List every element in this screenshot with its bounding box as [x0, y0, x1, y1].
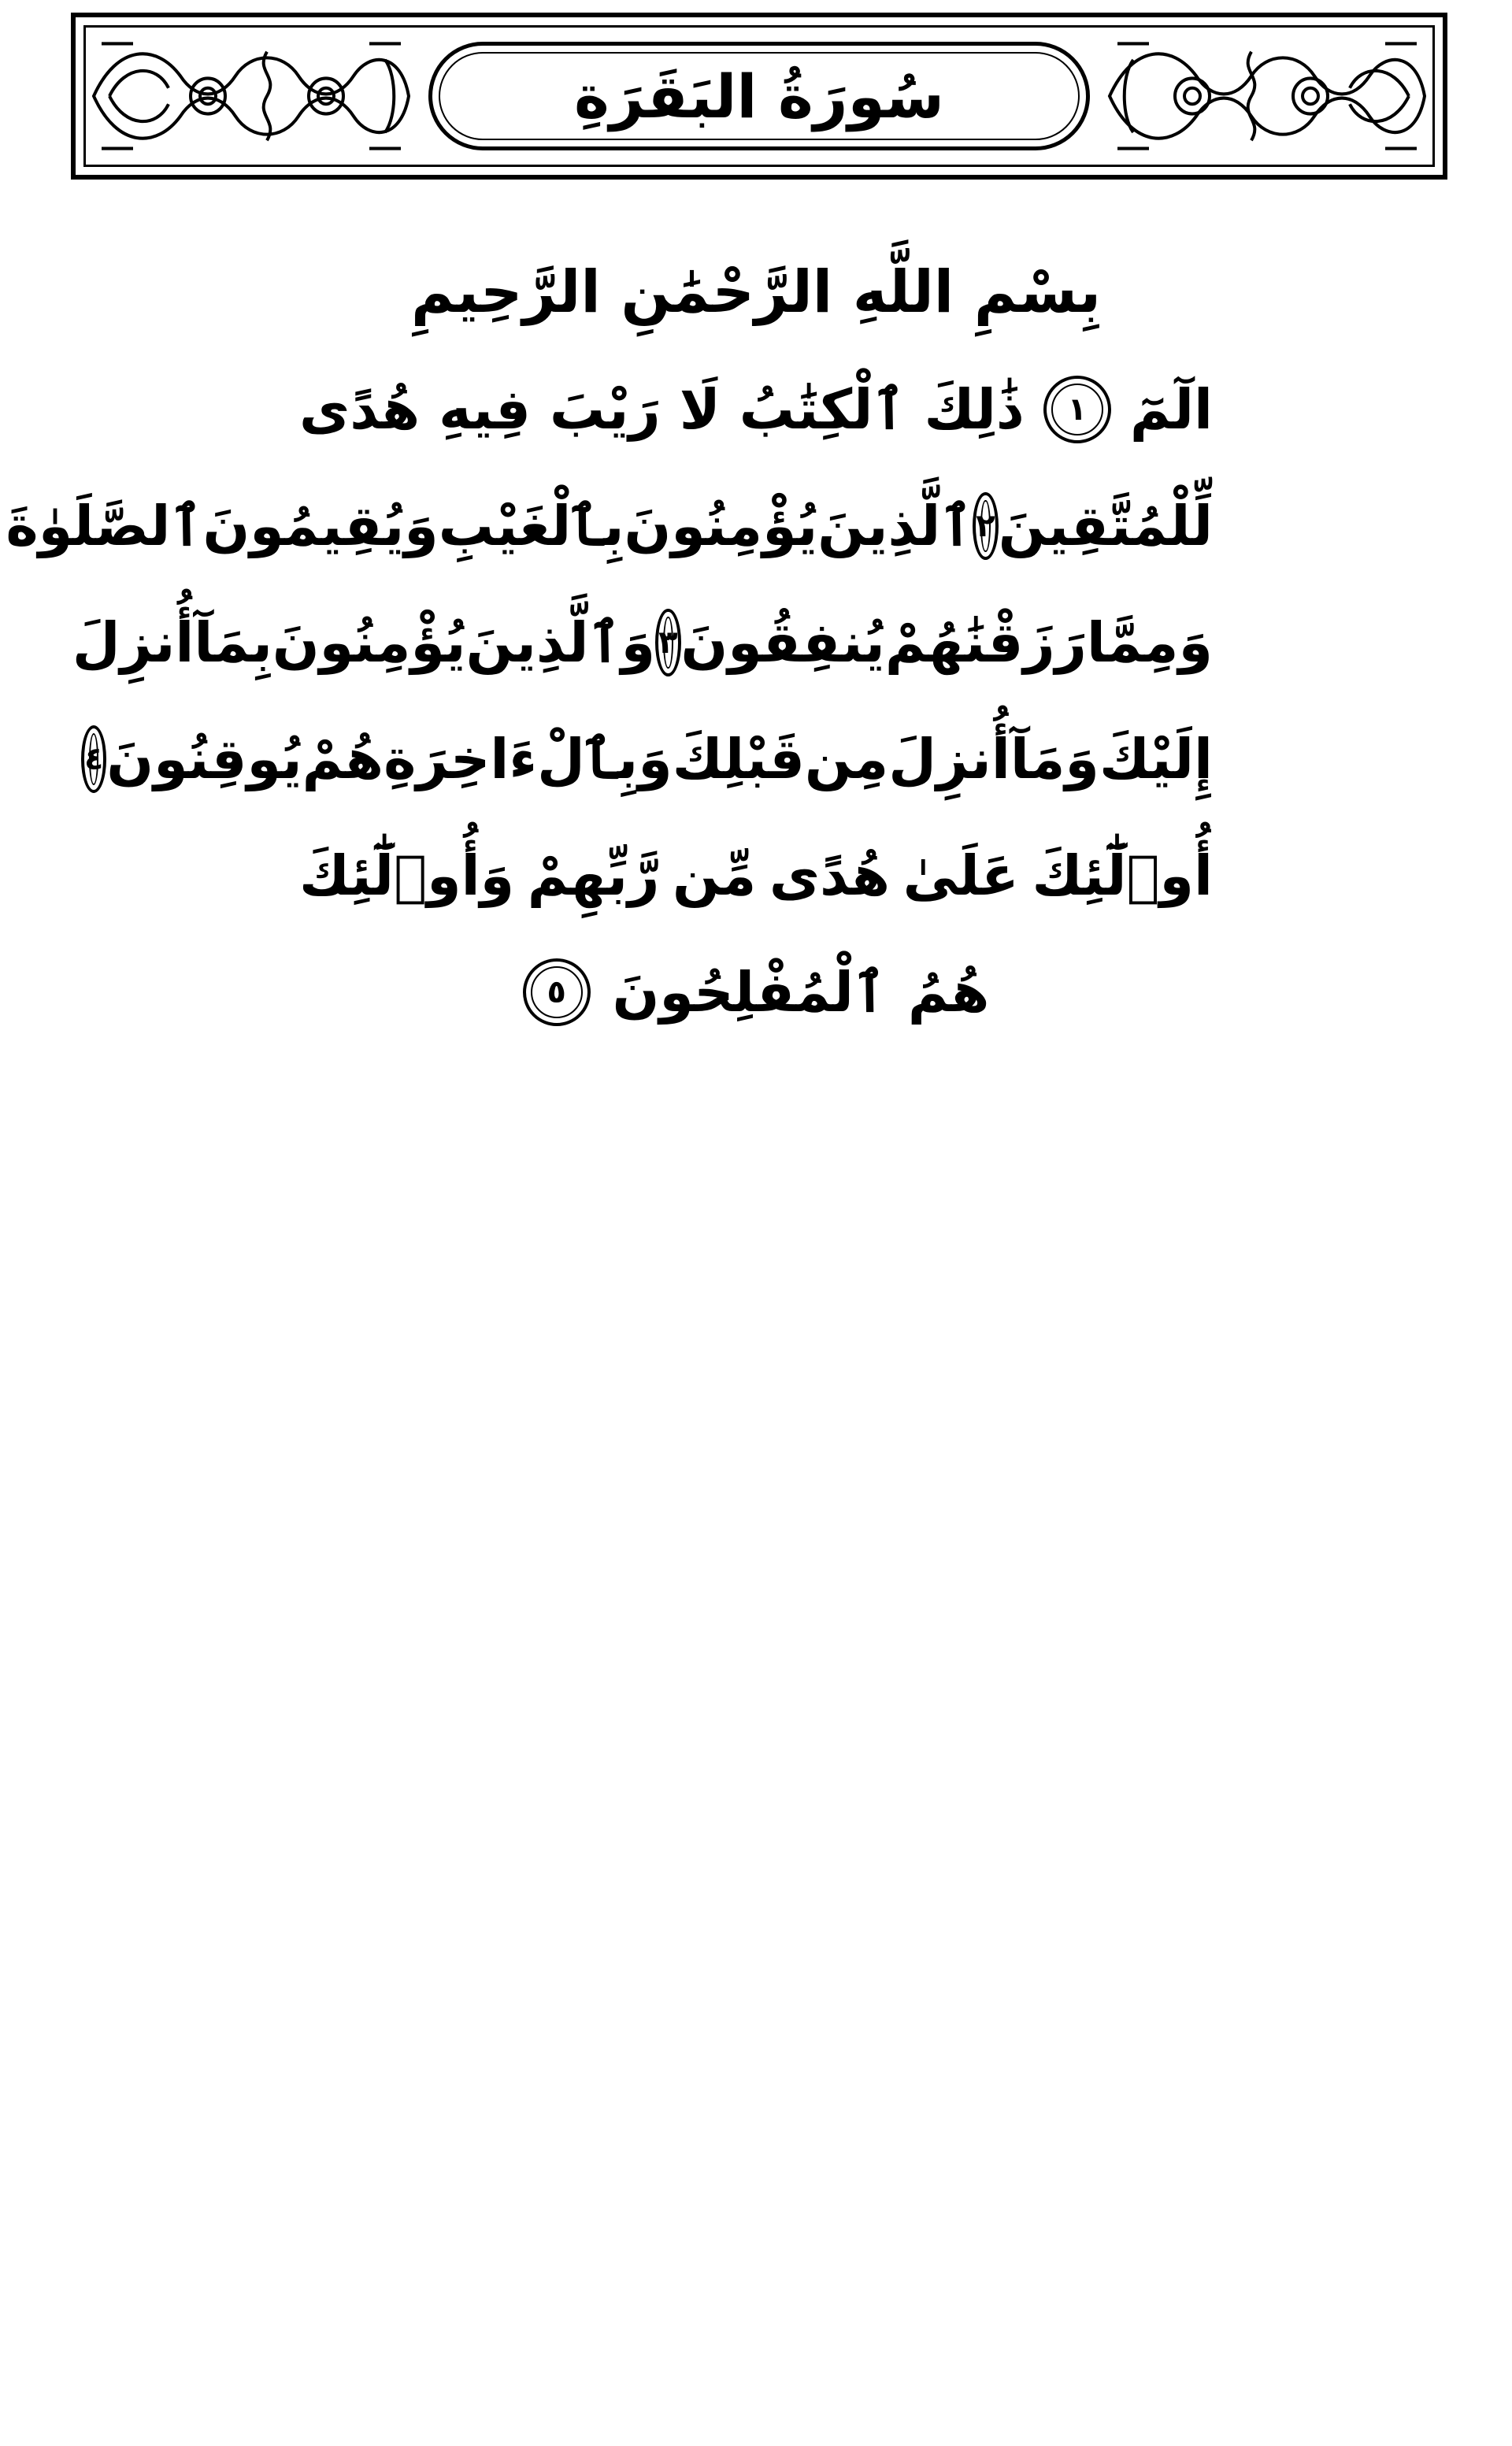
quran-text-block	[6, 233, 1213, 1051]
basmala: بِسْمِ اللَّهِ الرَّحْمَٰنِ الرَّحِيمِ	[410, 258, 1102, 326]
word: أُنزِلَ	[72, 610, 195, 675]
word: هُمْ	[302, 727, 384, 791]
word: ٱلْكِتَٰبُ	[739, 377, 906, 442]
word: وَمِمَّا	[1086, 610, 1213, 675]
word: هُمُ	[907, 960, 990, 1025]
word: بِمَآ	[194, 610, 272, 675]
ayah-number-marker: ٣	[655, 609, 680, 676]
word: إِلَيْكَ	[1099, 727, 1213, 791]
word: يُوقِنُونَ	[106, 727, 302, 791]
word: ٱلْمُفْلِحُونَ	[612, 960, 886, 1025]
word: يُؤْمِنُونَ	[272, 610, 466, 675]
word: أُو۟لَٰٓئِكَ	[1032, 843, 1213, 908]
word: رَيْبَ	[550, 377, 661, 442]
word: هُدًى	[769, 843, 891, 908]
word: وَٱلَّذِينَ	[465, 610, 656, 675]
word: ٱلَّذِينَ	[817, 494, 973, 558]
word: عَلَىٰ	[902, 843, 1019, 908]
surah-title-cartouche	[428, 42, 1090, 150]
surah-header-inner-border	[83, 25, 1435, 167]
arabesque-ornament-right	[1102, 28, 1432, 165]
word: لِّلْمُتَّقِينَ	[998, 494, 1213, 558]
word: يُنفِقُونَ	[680, 610, 885, 675]
text-line-4	[84, 701, 1213, 817]
word: الٓمٓ	[1129, 377, 1213, 442]
word: وَمَآ	[1010, 727, 1099, 791]
word: وَأُو۟لَٰٓئِكَ	[299, 843, 515, 908]
word: رَّبِّهِمْ	[527, 843, 660, 908]
word: قَبْلِكَ	[672, 727, 805, 791]
word: مِّن	[672, 843, 757, 908]
text-line-1	[299, 351, 1213, 468]
surah-header-frame	[71, 13, 1447, 180]
word: وَيُقِيمُونَ	[202, 494, 439, 558]
basmala-line	[299, 233, 1213, 351]
text-line-6	[299, 934, 1213, 1051]
ayah-number-marker: ٤	[81, 725, 106, 793]
surah-title: سُورَةُ البَقَرَةِ	[574, 61, 944, 132]
ayah-number-marker: ٥	[523, 958, 591, 1026]
text-line-5	[299, 817, 1213, 934]
word: أُنزِلَ	[888, 727, 1010, 791]
word: رَزَقْنَٰهُمْ	[884, 610, 1087, 675]
word: لَا	[679, 377, 721, 442]
word: هُدًى	[299, 377, 421, 442]
word: بِٱلْغَيْبِ	[438, 494, 624, 558]
text-line-3	[72, 584, 1213, 701]
word: ذَٰلِكَ	[924, 377, 1025, 442]
word: وَبِٱلْءَاخِرَةِ	[384, 727, 673, 791]
word: يُؤْمِنُونَ	[624, 494, 818, 558]
word: ٱلصَّلَوٰةَ	[6, 494, 203, 558]
ayah-number-marker: ٢	[973, 492, 998, 560]
ayah-number-marker: ١	[1043, 376, 1111, 443]
word: مِن	[804, 727, 889, 791]
word: فِيهِ	[439, 377, 532, 442]
arabesque-ornament-left	[86, 28, 417, 165]
text-line-2	[6, 468, 1213, 584]
